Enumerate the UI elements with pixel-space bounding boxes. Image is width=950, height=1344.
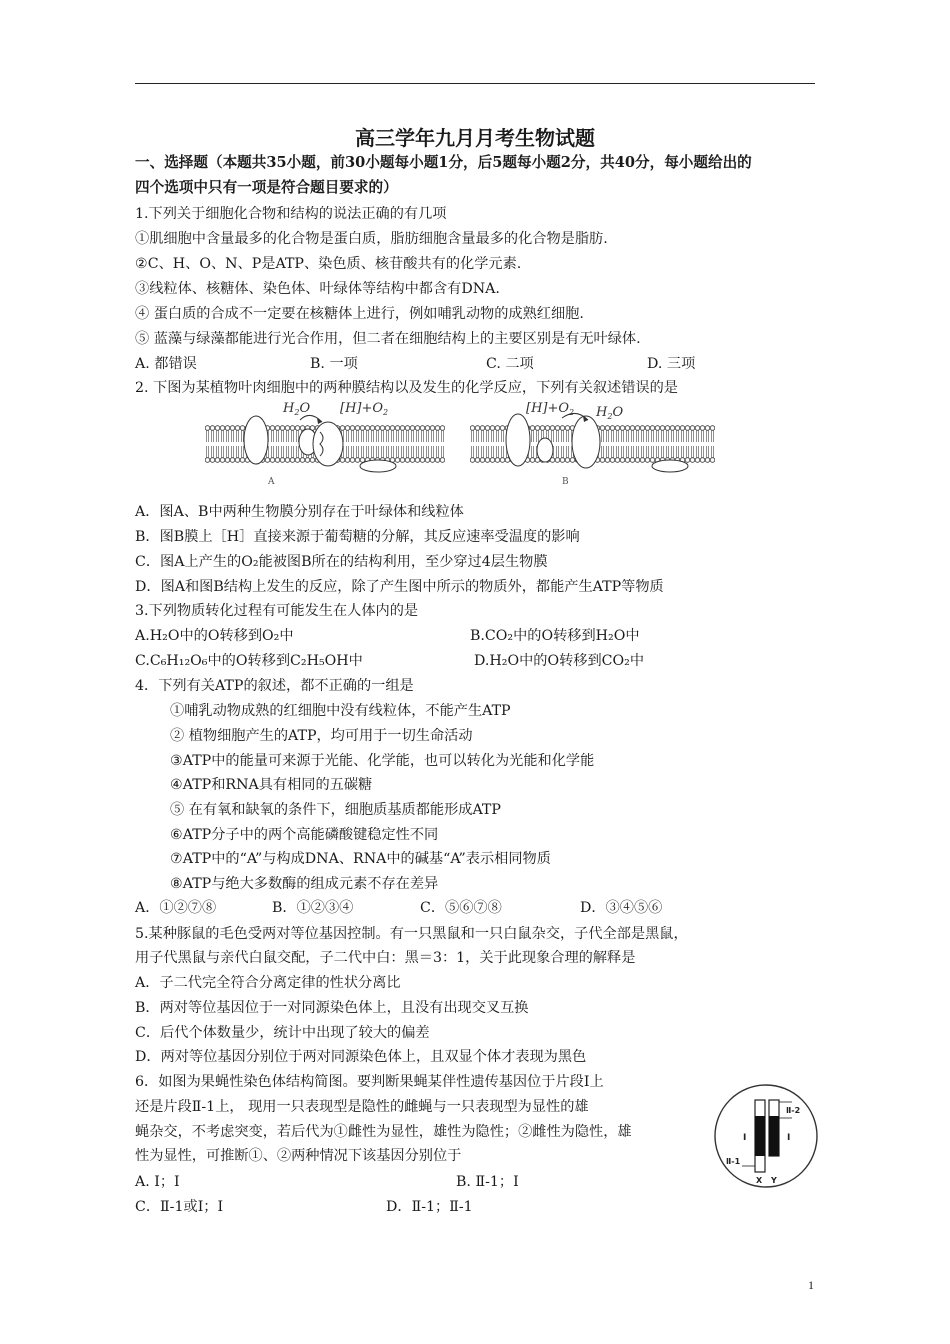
label-a-h2o: $H_2O$ <box>283 401 311 417</box>
q5-option-c: C．后代个体数量少，统计中出现了较大的偏差 <box>135 1025 430 1041</box>
q6-option-c: C．Ⅱ-1或Ⅰ；Ⅰ <box>135 1199 224 1215</box>
label-i-right: Ⅰ <box>787 1133 791 1143</box>
q6-stem-line4: 性为显性，可推断①、②两种情况下该基因分别位于 <box>135 1148 462 1164</box>
q4-item-8: ⑧ATP与绝大多数酶的组成元素不存在差异 <box>170 876 439 892</box>
q1-option-a: A. 都错误 <box>135 356 197 372</box>
q4-item-5: ⑤ 在有氧和缺氧的条件下，细胞质基质都能形成ATP <box>170 802 501 818</box>
q1-option-c: C. 二项 <box>486 356 534 372</box>
q4-item-7: ⑦ATP中的“A”与构成DNA、RNA中的碱基“A”表示相同物质 <box>170 851 551 867</box>
page-title: 高三学年九月月考生物试题 <box>355 126 595 150</box>
q6-stem-line1: 6．如图为果蝇性染色体结构简图。要判断果蝇某伴性遗传基因位于片段Ⅰ上 <box>135 1074 604 1090</box>
q4-stem: 4．下列有关ATP的叙述，都不正确的一组是 <box>135 678 414 694</box>
label-y: Y <box>771 1176 777 1185</box>
q4-option-d: D．③④⑤⑥ <box>580 900 663 916</box>
q5-stem-line1: 5.某种豚鼠的毛色受两对等位基因控制。有一只黑鼠和一只白鼠杂交，子代全部是黑鼠， <box>135 926 688 942</box>
q5-option-d: D．两对等位基因分别位于两对同源染色体上，且双显个体才表现为黑色 <box>135 1049 587 1065</box>
q1-item-5: ⑤ 蓝藻与绿藻都能进行光合作用，但二者在细胞结构上的主要区别是有无叶绿体. <box>135 331 641 347</box>
q3-option-c: C.C₆H₁₂O₆中的O转移到C₂H₅OH中 <box>135 653 363 669</box>
q1-option-b: B. 一项 <box>310 356 358 372</box>
label-b: B <box>562 477 569 487</box>
q3-option-d: D.H₂O中的O转移到CO₂中 <box>474 653 645 669</box>
q6-option-d: D．Ⅱ-1；Ⅱ-1 <box>386 1199 473 1215</box>
q6-option-b: B. Ⅱ-1；Ⅰ <box>456 1174 519 1190</box>
q1-item-3: ③线粒体、核糖体、染色体、叶绿体等结构中都含有DNA. <box>135 281 500 297</box>
q2-option-b: B．图B膜上［H］直接来源于葡萄糖的分解，其反应速率受温度的影响 <box>135 529 580 545</box>
q3-stem: 3.下列物质转化过程有可能发生在人体内的是 <box>135 603 419 619</box>
q3-option-a: A.H₂O中的O转移到O₂中 <box>135 628 294 644</box>
q4-item-2: ② 植物细胞产生的ATP，均可用于一切生命活动 <box>170 728 473 744</box>
q5-option-b: B．两对等位基因位于一对同源染色体上，且没有出现交叉互换 <box>135 1000 529 1016</box>
label-i-left: Ⅰ <box>743 1133 747 1143</box>
q4-item-3: ③ATP中的能量可来源于光能、化学能，也可以转化为光能和化学能 <box>170 753 595 769</box>
q4-option-c: C．⑤⑥⑦⑧ <box>420 900 502 916</box>
sex-chromosome-figure <box>712 1082 820 1190</box>
q4-item-1: ①哺乳动物成熟的红细胞中没有线粒体，不能产生ATP <box>170 703 511 719</box>
q6-stem-line3: 蝇杂交，不考虑突变，若后代为①雌性为显性，雄性为隐性；②雌性为隐性，雄 <box>135 1124 632 1140</box>
q1-stem: 1.下列关于细胞化合物和结构的说法正确的有几项 <box>135 206 447 222</box>
label-b-h2o: $H_2O$ <box>596 405 624 421</box>
q4-item-4: ④ATP和RNA具有相同的五碳糖 <box>170 777 373 793</box>
q2-stem: 2. 下图为某植物叶肉细胞中的两种膜结构以及发生的化学反应，下列有关叙述错误的是 <box>135 380 678 396</box>
q6-stem-line2: 还是片段Ⅱ-1上， 现用一只表现型是隐性的雌蝇与一只表现型为显性的雄 <box>135 1099 589 1115</box>
q2-option-d: D．图A和图B结构上发生的反应，除了产生图中所示的物质外，都能产生ATP等物质 <box>135 579 664 595</box>
q4-option-b: B．①②③④ <box>272 900 354 916</box>
q1-item-2: ②C、H、O、N、P是ATP、染色质、核苷酸共有的化学元素. <box>135 256 522 272</box>
q1-item-4: ④ 蛋白质的合成不一定要在核糖体上进行，例如哺乳动物的成熟红细胞. <box>135 306 584 322</box>
q2-option-a: A．图A、B中两种生物膜分别存在于叶绿体和线粒体 <box>135 504 464 520</box>
q6-option-a: A. Ⅰ；Ⅰ <box>135 1174 180 1190</box>
q1-option-d: D. 三项 <box>647 356 696 372</box>
q1-item-1: ①肌细胞中含量最多的化合物是蛋白质，脂肪细胞含量最多的化合物是脂肪. <box>135 231 608 247</box>
label-b-h-o2: $[H]+O_2$ <box>526 401 575 417</box>
q5-stem-line2: 用子代黑鼠与亲代白鼠交配，子二代中白：黑＝3：1，关于此现象合理的解释是 <box>135 950 636 966</box>
header-rule <box>135 83 815 84</box>
q4-option-a: A．①②⑦⑧ <box>135 900 217 916</box>
q3-option-b: B.CO₂中的O转移到H₂O中 <box>470 628 640 644</box>
membrane-figure <box>200 396 720 488</box>
label-ii-1: Ⅱ-1 <box>726 1157 741 1166</box>
q5-option-a: A．子二代完全符合分离定律的性状分离比 <box>135 975 401 991</box>
page-number: 1 <box>808 1278 814 1292</box>
q4-item-6: ⑥ATP分子中的两个高能磷酸键稳定性不同 <box>170 827 439 843</box>
membrane-a <box>205 396 445 488</box>
label-ii-2: Ⅱ-2 <box>786 1106 801 1115</box>
label-a-h-o2: $[H]+O_2$ <box>340 401 389 417</box>
q2-option-c: C．图A上产生的O₂能被图B所在的结构利用，至少穿过4层生物膜 <box>135 554 548 570</box>
membrane-b <box>470 396 715 488</box>
section-header-line2: 四个选项中只有一项是符合题目要求的） <box>135 179 398 196</box>
section-header-line1: 一、选择题（本题共35小题，前30小题每小题1分，后5题每小题2分，共40分，每小题给出的 <box>135 154 752 171</box>
label-x: X <box>756 1176 763 1185</box>
label-a: A <box>268 477 275 487</box>
